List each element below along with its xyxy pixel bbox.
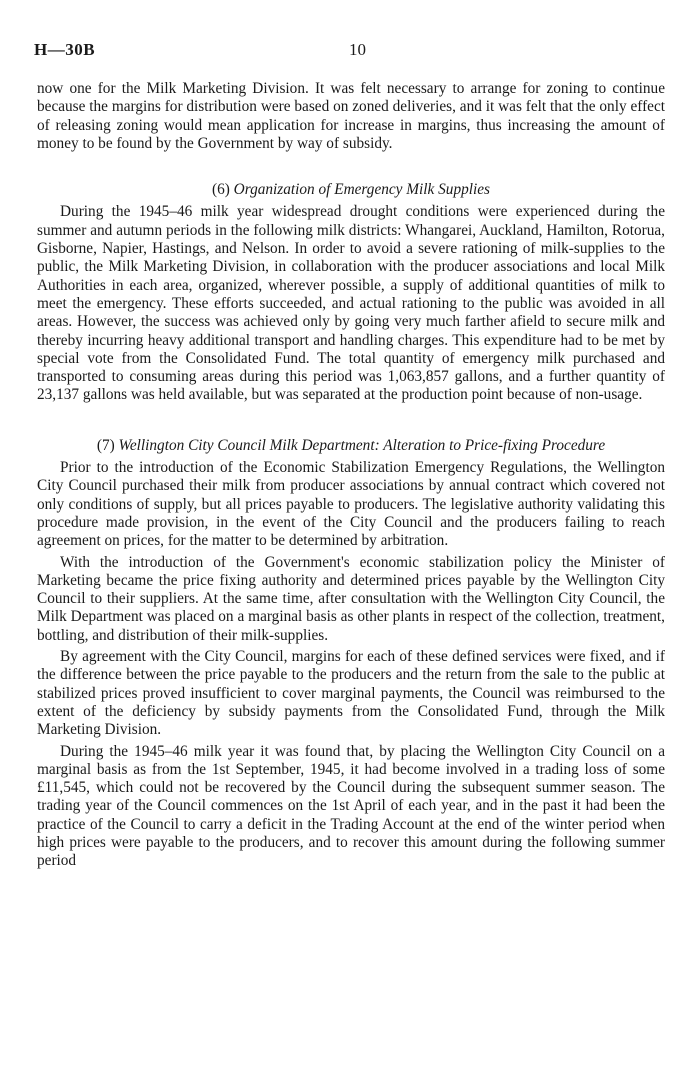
section-heading-7 (37, 437, 665, 455)
paragraph-continuation: now one for the Milk Marketing Division. It was felt necessary to arrange for zoning to continue because the margins for distribution were based on zoned deliveries, and it was felt that the only effect of releasing zoning would mean application for increase in margins, thus increasing the amount of money to be found by the Government by way of subsidy. (37, 80, 665, 152)
page-header (34, 40, 674, 60)
paragraph-prior-regulations: Prior to the introduction of the Economic Stabilization Emergency Regulations, the Wellington City Council purchased their milk from producer associations by annual contract which covered not only conditions of supply, but all prices payable to producers. The legislative authority validating this procedure made provision, in the event of the City Council and the producers failing to reach agreement on prices, for the matter to be determined by arbitration. (37, 459, 665, 550)
paragraph-stabilization-policy: With the introduction of the Government's economic stabilization policy the Minister of Marketing became the price fixing authority and determined prices payable by the Wellington City Council to their suppliers. At the same time, after consultation with the Wellington City Council, the Milk Department was placed on a marginal basis as other plants in respect of the collection, treatment, bottling, and distribution of their milk-supplies. (37, 553, 665, 644)
section-heading-6 (37, 181, 665, 199)
document-reference: H—30B (34, 40, 96, 59)
paragraph-trading-loss: During the 1945–46 milk year it was found that, by placing the Wellington City Council on a marginal basis as from the 1st September, 1945, it had become involved in a trading loss of some £11,545, which could not be recovered by the Council during the subsequent summer season. The trading year of the Council commences on the 1st April of each year, and in the past it had been the practice of the Council to carry a deficit in the Trading Account at the end of the winter period when high prices were payable to the producers, and to recover this amount during the following summer period (37, 742, 665, 870)
document-body (37, 80, 665, 871)
paragraph-margins-agreement: By agreement with the City Council, margins for each of these defined services were fixed, and if the difference between the price payable to the producers and the return from the sale to the public at stabilized prices proved insufficient to cover marginal payments, the Council was reimbursed to the extent of the deficiency by subsidy payments from the Consolidated Fund, through the Milk Marketing Division. (37, 648, 665, 739)
section-number: (7) (96, 436, 115, 454)
section-title: Organization of Emergency Milk Supplies (233, 181, 490, 199)
section-title: Wellington City Council Milk Department: Alteration to Price-fixing Procedure (118, 436, 606, 454)
section-number: (6) (212, 181, 230, 199)
page-number: 10 (349, 40, 366, 59)
paragraph-emergency-supplies: During the 1945–46 milk year widespread drought conditions were experienced during the summer and autumn periods in the following milk districts: Whangarei, Auckland, Hamilton, Rotorua, Gisborne, Napier, Hastings, and Nelson. In order to avoid a severe rationing of milk-supplies to the public, the Milk Marketing Division, in collaboration with the producer associations and local Milk Authorities in each area, organized, wherever possible, a supply of additional quantities of milk to meet the emergency. These efforts succeeded, and actual rationing to the public was avoided in all areas. However, the success was achieved only by going very much farther afield to secure milk and thereby incurring heavy additional transport and handling charges. This expenditure had to be met by special vote from the Consolidated Fund. The total quantity of emergency milk purchased and transported to consuming areas during this period was 1,063,857 gallons, and a further quantity of 23,137 gallons was held available, but was separated at the production point because of non-usage. (37, 203, 665, 404)
